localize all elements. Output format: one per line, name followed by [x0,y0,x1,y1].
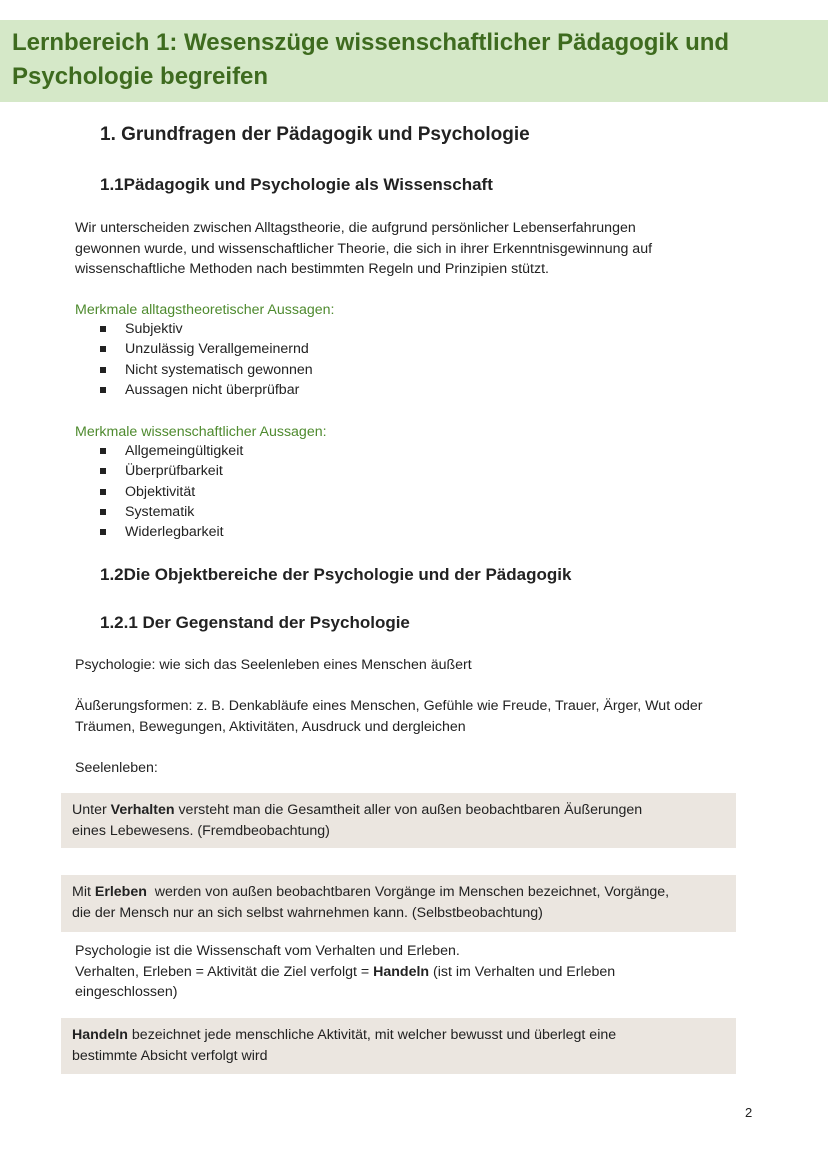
list-item: Überprüfbarkeit [100,461,243,481]
list-item: Widerlegbarkeit [100,522,243,542]
list-item: Nicht systematisch gewonnen [100,360,313,380]
list-item: Unzulässig Verallgemeinernd [100,339,313,359]
intro-line: wissenschaftliche Methoden nach bestimmten Regeln und Prinzipien stützt. [75,261,549,277]
box-text: Mit [72,884,95,900]
summary-line: Verhalten, Erleben = Aktivität die Ziel verfolgt = [75,963,374,980]
summary-paragraph [75,941,615,1003]
summary-line: eingeschlossen) [75,984,178,1000]
page-number: 2 [745,1105,753,1120]
chapter-title-line-2: Psychologie begreifen [12,63,269,90]
psychology-definition: Psychologie: wie sich das Seelenleben eines Menschen äußert [75,657,472,673]
box-text: versteht man die Gesamtheit aller von außen beobachtbaren Äußerungen [174,802,643,818]
summary-line: Psychologie ist die Wissenschaft vom Verhalten und Erleben. [75,943,460,959]
soul-life-label: Seelenleben: [75,760,158,776]
term-behavior: Verhalten [110,802,175,818]
scientific-features-list [100,441,243,542]
section-1-1-heading: 1.1Pädagogik und Psychologie als Wissenschaft [100,175,493,194]
chapter-banner [0,20,828,102]
list-item: Allgemeingültigkeit [100,441,243,461]
everyday-features-heading: Merkmale alltagstheoretischer Aussagen: [75,302,335,318]
scientific-features-heading: Merkmale wissenschaftlicher Aussagen: [75,424,327,440]
box-text: die der Mensch nur an sich selbst wahrnehmen kann. (Selbstbeobachtung) [72,904,543,921]
section-1-2-1-heading: 1.2.1 Der Gegenstand der Psychologie [100,613,410,632]
chapter-title [12,26,828,94]
box-text: bestimmte Absicht verfolgt wird [72,1047,268,1064]
list-item: Systematik [100,502,243,522]
box-text: Unter [72,802,111,818]
behavior-definition-box [61,793,736,848]
intro-line: gewonnen wurde, und wissenschaftlicher Theorie, die sich in ihrer Erkenntnisgewinnung auf [75,240,653,257]
section-1-heading: 1. Grundfragen der Pädagogik und Psychologie [100,124,530,145]
term-experience: Erleben [94,884,147,900]
box-text: eines Lebewesens. (Fremdbeobachtung) [72,822,330,839]
list-item: Aussagen nicht überprüfbar [100,380,313,400]
box-text: bezeichnet jede menschliche Aktivität, mit welcher bewusst und überlegt eine [127,1027,617,1043]
intro-paragraph [75,218,652,280]
list-item: Subjektiv [100,319,313,339]
action-definition-box [61,1018,736,1074]
chapter-title-line-1: Lernbereich 1: Wesenszüge wissenschaftlicher Pädagogik und [12,29,730,56]
expression-line: Träumen, Bewegungen, Aktivitäten, Ausdruck und dergleichen [75,718,466,735]
list-item: Objektivität [100,482,243,502]
expression-line: Äußerungsformen: z. B. Denkabläufe eines Menschen, Gefühle wie Freude, Trauer, Ärger, Wut oder [75,698,703,714]
expression-forms-paragraph [75,696,702,737]
experience-definition-box [61,875,736,932]
box-text: werden von außen beobachtbaren Vorgänge im Menschen bezeichnet, Vorgänge, [146,884,670,900]
summary-line: (ist im Verhalten und Erleben [429,963,616,980]
everyday-features-list [100,319,313,400]
term-action: Handeln [72,1027,128,1043]
term-action: Handeln [373,963,430,980]
intro-line: Wir unterscheiden zwischen Alltagstheorie, die aufgrund persönlicher Lebenserfahrungen [75,220,636,236]
section-1-2-heading: 1.2Die Objektbereiche der Psychologie und der Pädagogik [100,565,572,584]
